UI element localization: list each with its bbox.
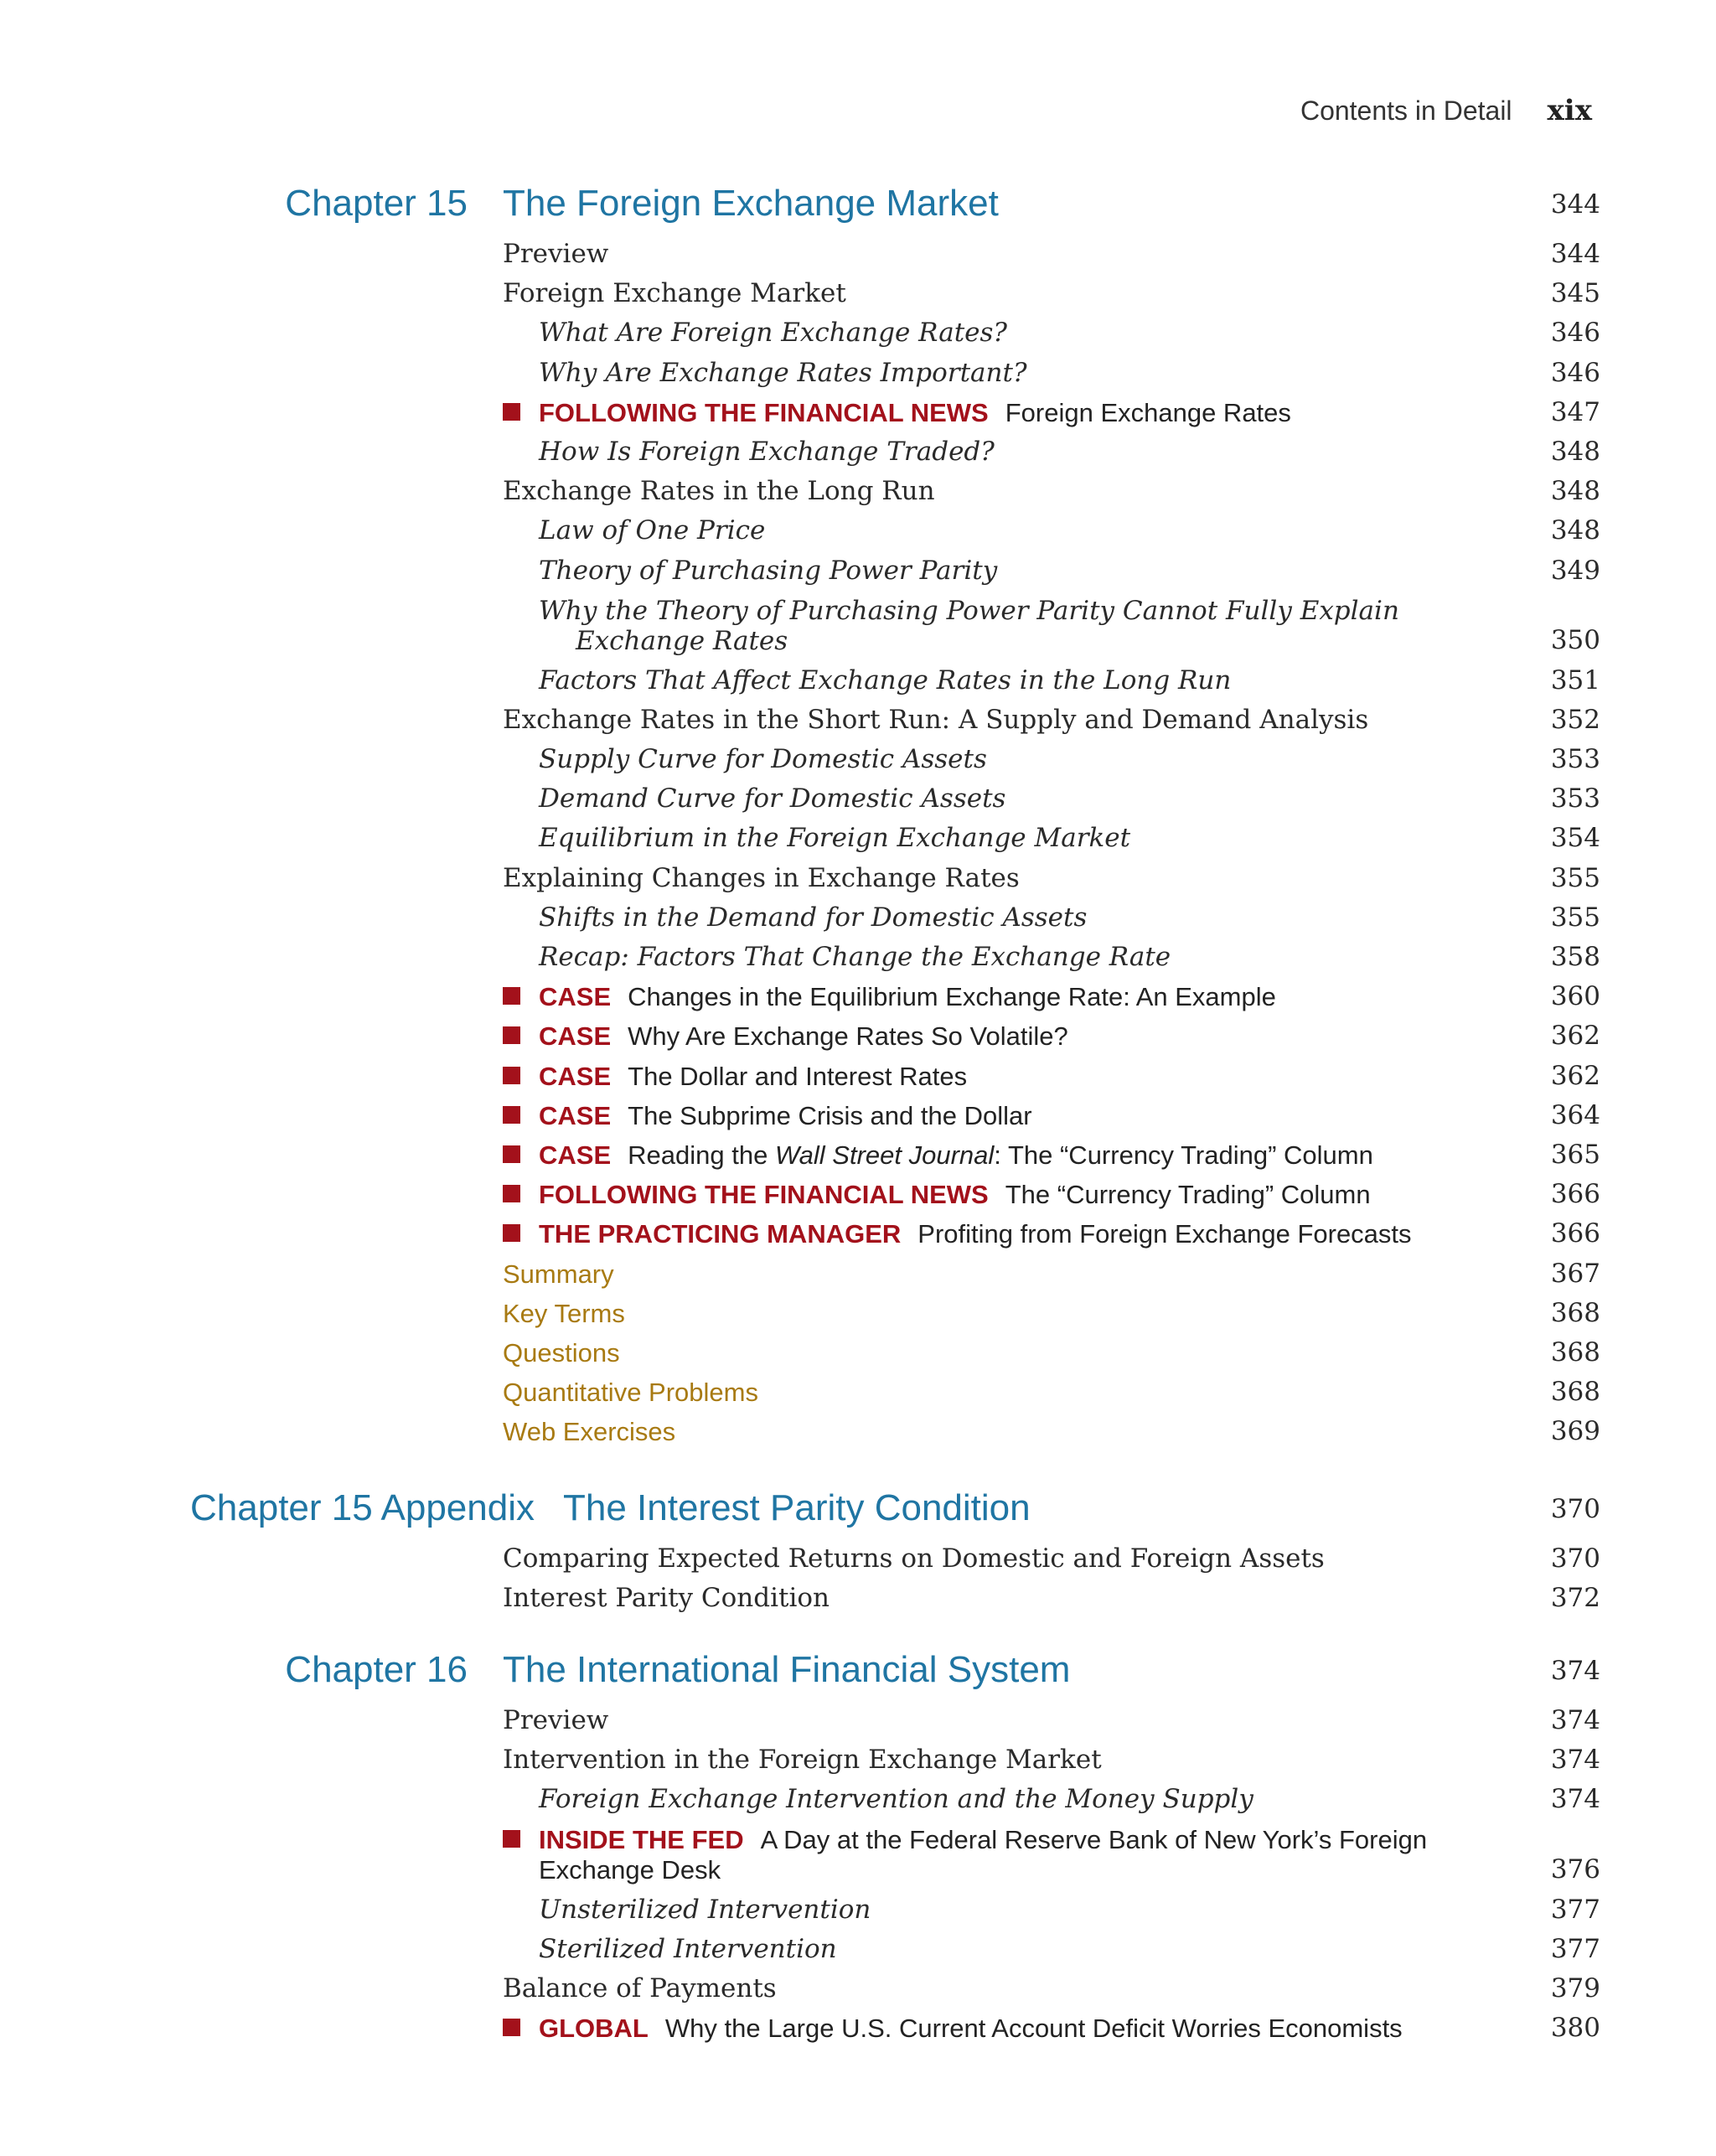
entry-title: Exchange Rates in the Long Run (503, 476, 935, 507)
toc-endmatter-entry[interactable] (0, 1333, 1716, 1373)
toc-case-entry[interactable] (0, 1096, 1716, 1135)
square-bullet-icon (503, 1185, 520, 1202)
entry-page: 374 (1550, 1705, 1600, 1735)
entry-page: 376 (1550, 1854, 1600, 1885)
square-bullet-icon (503, 403, 520, 421)
feature-label: FOLLOWING THE FINANCIAL NEWS (539, 397, 989, 427)
entry-title: Factors That Affect Exchange Rates in the Long Run (539, 664, 1232, 695)
entry-title: Balance of Payments (503, 1972, 777, 2003)
feature-label: CASE (539, 1100, 612, 1130)
entry-page: 358 (1550, 942, 1600, 972)
entry-page: 367 (1550, 1258, 1600, 1289)
entry-title: Comparing Expected Returns on Domestic and Foreign Assets (503, 1543, 1325, 1574)
toc-entry[interactable] (0, 472, 1716, 511)
entry-page: 372 (1550, 1583, 1600, 1614)
toc-subentry[interactable] (0, 1890, 1716, 1930)
square-bullet-icon (503, 1026, 520, 1044)
square-bullet-icon (503, 1224, 520, 1242)
feature-label: CASE (539, 1061, 612, 1091)
toc-subentry[interactable] (0, 1780, 1716, 1819)
toc-subentry[interactable] (0, 898, 1716, 938)
entry-title-continued: Exchange Desk (539, 1854, 721, 1885)
entry-title: Interest Parity Condition (503, 1583, 830, 1614)
entry-page: 374 (1550, 1745, 1600, 1776)
chapter-number: Chapter 16 (285, 1649, 468, 1690)
feature-label: THE PRACTICING MANAGER (539, 1219, 902, 1249)
toc-subentry[interactable] (0, 779, 1716, 819)
entry-title-italic: Wall Street Journal (774, 1140, 995, 1170)
entry-page: 362 (1550, 1021, 1600, 1052)
entry-title: The Subprime Crisis and the Dollar (628, 1100, 1032, 1130)
toc-entries (0, 1701, 1716, 2048)
entry-page: 366 (1550, 1179, 1600, 1210)
toc-case-entry[interactable] (0, 977, 1716, 1016)
entry-page: 352 (1550, 704, 1600, 735)
entry-title: How Is Foreign Exchange Traded? (539, 436, 995, 467)
entry-page: 368 (1550, 1377, 1600, 1408)
toc-feature-entry[interactable] (0, 1820, 1716, 1890)
entry-title: Recap: Factors That Change the Exchange Rate (539, 942, 1171, 972)
toc-feature-entry[interactable] (0, 1214, 1716, 1254)
feature-label: CASE (539, 982, 612, 1012)
feature-label: GLOBAL (539, 2014, 649, 2044)
entry-title: Why Are Exchange Rates So Volatile? (628, 1021, 1068, 1052)
toc-subentry[interactable] (0, 354, 1716, 393)
chapter-number: Chapter 15 Appendix (190, 1487, 535, 1528)
toc-subentry[interactable] (0, 551, 1716, 591)
entry-title: Demand Curve for Domestic Assets (539, 783, 1006, 814)
entry-title-part: Reading the (628, 1140, 775, 1170)
toc-subentry[interactable] (0, 1930, 1716, 1969)
entry-page: 377 (1550, 1933, 1600, 1964)
toc-entries (0, 235, 1716, 1451)
entry-page: 350 (1550, 624, 1600, 655)
toc-subentry[interactable] (0, 432, 1716, 472)
feature-label: FOLLOWING THE FINANCIAL NEWS (539, 1180, 989, 1210)
toc-subentry[interactable] (0, 938, 1716, 977)
square-bullet-icon (503, 2019, 520, 2036)
entry-title: Foreign Exchange Rates (1005, 397, 1291, 427)
entry-title: Quantitative Problems (503, 1378, 758, 1408)
entry-title-continued: Exchange Rates (576, 625, 788, 656)
entry-title: Profiting from Foreign Exchange Forecasts (917, 1219, 1412, 1249)
entry-page: 346 (1550, 357, 1600, 388)
toc-entry[interactable] (0, 235, 1716, 274)
entry-page: 344 (1550, 239, 1600, 269)
toc-entry[interactable] (0, 859, 1716, 898)
toc-entry[interactable] (0, 1701, 1716, 1740)
entry-page: 368 (1550, 1337, 1600, 1368)
entry-page: 380 (1550, 2013, 1600, 2044)
chapter-heading[interactable] (0, 183, 1716, 233)
entry-title: Intervention in the Foreign Exchange Market (503, 1745, 1102, 1776)
entry-title-part: : The “Currency Trading” Column (994, 1140, 1373, 1170)
toc-subentry[interactable] (0, 819, 1716, 858)
toc-subentry[interactable] (0, 511, 1716, 551)
toc-case-entry[interactable] (0, 1135, 1716, 1175)
entry-page: 370 (1550, 1543, 1600, 1574)
entry-page: 355 (1550, 862, 1600, 893)
chapter-title: The Interest Parity Condition (563, 1487, 1031, 1528)
toc-subentry[interactable] (0, 740, 1716, 779)
entry-page: 347 (1550, 396, 1600, 427)
toc-endmatter-entry[interactable] (0, 1254, 1716, 1294)
chapter-page: 374 (1550, 1656, 1600, 1686)
toc-endmatter-entry[interactable] (0, 1412, 1716, 1451)
feature-label: INSIDE THE FED (539, 1824, 744, 1854)
running-head (1257, 94, 1592, 127)
entry-page: 349 (1550, 555, 1600, 586)
entry-page: 354 (1550, 823, 1600, 854)
entry-page: 366 (1550, 1218, 1600, 1249)
chapter-16 (0, 1649, 1716, 2048)
chapter-heading[interactable] (0, 1487, 1716, 1538)
entry-page: 351 (1550, 664, 1600, 695)
entry-title: Changes in the Equilibrium Exchange Rate: An Example (628, 982, 1276, 1012)
entry-page: 360 (1550, 981, 1600, 1012)
entry-page: 368 (1550, 1297, 1600, 1328)
entry-title: Foreign Exchange Intervention and the Money Supply (539, 1784, 1253, 1815)
toc-entry[interactable] (0, 1579, 1716, 1618)
entry-title: Preview (503, 1705, 609, 1735)
entry-page: 355 (1550, 902, 1600, 933)
square-bullet-icon (503, 1106, 520, 1124)
toc-subentry[interactable] (0, 313, 1716, 353)
entry-page: 353 (1550, 783, 1600, 814)
entry-page: 353 (1550, 744, 1600, 775)
entry-page: 365 (1550, 1139, 1600, 1170)
entry-title: Explaining Changes in Exchange Rates (503, 862, 1020, 893)
toc-entry[interactable] (0, 701, 1716, 740)
entry-title: Foreign Exchange Market (503, 278, 846, 309)
chapter-title: The Foreign Exchange Market (503, 183, 999, 224)
toc-entry[interactable] (0, 1740, 1716, 1780)
chapter-15 (0, 183, 1716, 1451)
toc-feature-entry[interactable] (0, 393, 1716, 432)
entry-page: 362 (1550, 1060, 1600, 1091)
entry-title: Why the Theory of Purchasing Power Parity Cannot Fully Explain (539, 595, 1399, 626)
entry-title: Equilibrium in the Foreign Exchange Market (539, 823, 1131, 854)
entry-page: 374 (1550, 1784, 1600, 1815)
entry-title: Why Are Exchange Rates Important? (539, 357, 1027, 388)
square-bullet-icon (503, 1067, 520, 1084)
entry-page: 348 (1550, 436, 1600, 467)
toc-entry[interactable] (0, 274, 1716, 313)
entry-title: A Day at the Federal Reserve Bank of New York’s Foreign (760, 1824, 1428, 1854)
entry-title: Exchange Rates in the Short Run: A Supply and Demand Analysis (503, 704, 1369, 735)
entry-title: Questions (503, 1337, 620, 1368)
toc-entry[interactable] (0, 1969, 1716, 2009)
entry-page: 348 (1550, 476, 1600, 507)
entry-title: Unsterilized Intervention (539, 1894, 871, 1925)
toc-entries (0, 1539, 1716, 1618)
entry-title: The “Currency Trading” Column (1005, 1180, 1371, 1210)
chapter-heading[interactable] (0, 1649, 1716, 1699)
toc-feature-entry[interactable] (0, 2009, 1716, 2048)
toc-feature-entry[interactable] (0, 1175, 1716, 1214)
toc-endmatter-entry[interactable] (0, 1294, 1716, 1333)
entry-title: Key Terms (503, 1298, 625, 1328)
entry-title: Theory of Purchasing Power Parity (539, 555, 998, 586)
chapter-number: Chapter 15 (285, 183, 468, 224)
entry-title: Shifts in the Demand for Domestic Assets (539, 902, 1088, 933)
entry-page: 345 (1550, 278, 1600, 309)
entry-title: Supply Curve for Domestic Assets (539, 744, 987, 775)
entry-title: Summary (503, 1259, 614, 1289)
feature-label: CASE (539, 1021, 612, 1052)
toc-case-entry[interactable] (0, 1016, 1716, 1056)
chapter-title: The International Financial System (503, 1649, 1071, 1690)
feature-label: CASE (539, 1140, 612, 1170)
entry-page: 348 (1550, 515, 1600, 546)
toc-subentry[interactable] (0, 591, 1716, 661)
page-folio: xix (1547, 94, 1592, 127)
entry-page: 346 (1550, 318, 1600, 349)
entry-page: 379 (1550, 1972, 1600, 2003)
chapter-page: 344 (1550, 189, 1600, 220)
entry-title: Why the Large U.S. Current Account Deficit Worries Economists (664, 2014, 1403, 2044)
chapter-page: 370 (1550, 1494, 1600, 1524)
square-bullet-icon (503, 1830, 520, 1848)
entry-title (628, 1140, 1373, 1170)
running-head-label: Contents in Detail (1300, 96, 1512, 126)
entry-title: What Are Foreign Exchange Rates? (539, 318, 1008, 349)
square-bullet-icon (503, 1145, 520, 1163)
toc-case-entry[interactable] (0, 1057, 1716, 1096)
entry-title: Law of One Price (539, 515, 766, 546)
toc-entry[interactable] (0, 1539, 1716, 1579)
chapter-15-appendix (0, 1487, 1716, 1618)
square-bullet-icon (503, 987, 520, 1005)
entry-title: Preview (503, 239, 609, 269)
entry-title: Web Exercises (503, 1417, 676, 1447)
entry-page: 364 (1550, 1099, 1600, 1130)
entry-title: The Dollar and Interest Rates (628, 1061, 968, 1091)
toc-endmatter-entry[interactable] (0, 1373, 1716, 1412)
entry-title: Sterilized Intervention (539, 1933, 837, 1964)
toc-subentry[interactable] (0, 661, 1716, 701)
entry-page: 377 (1550, 1894, 1600, 1925)
entry-page: 369 (1550, 1416, 1600, 1447)
